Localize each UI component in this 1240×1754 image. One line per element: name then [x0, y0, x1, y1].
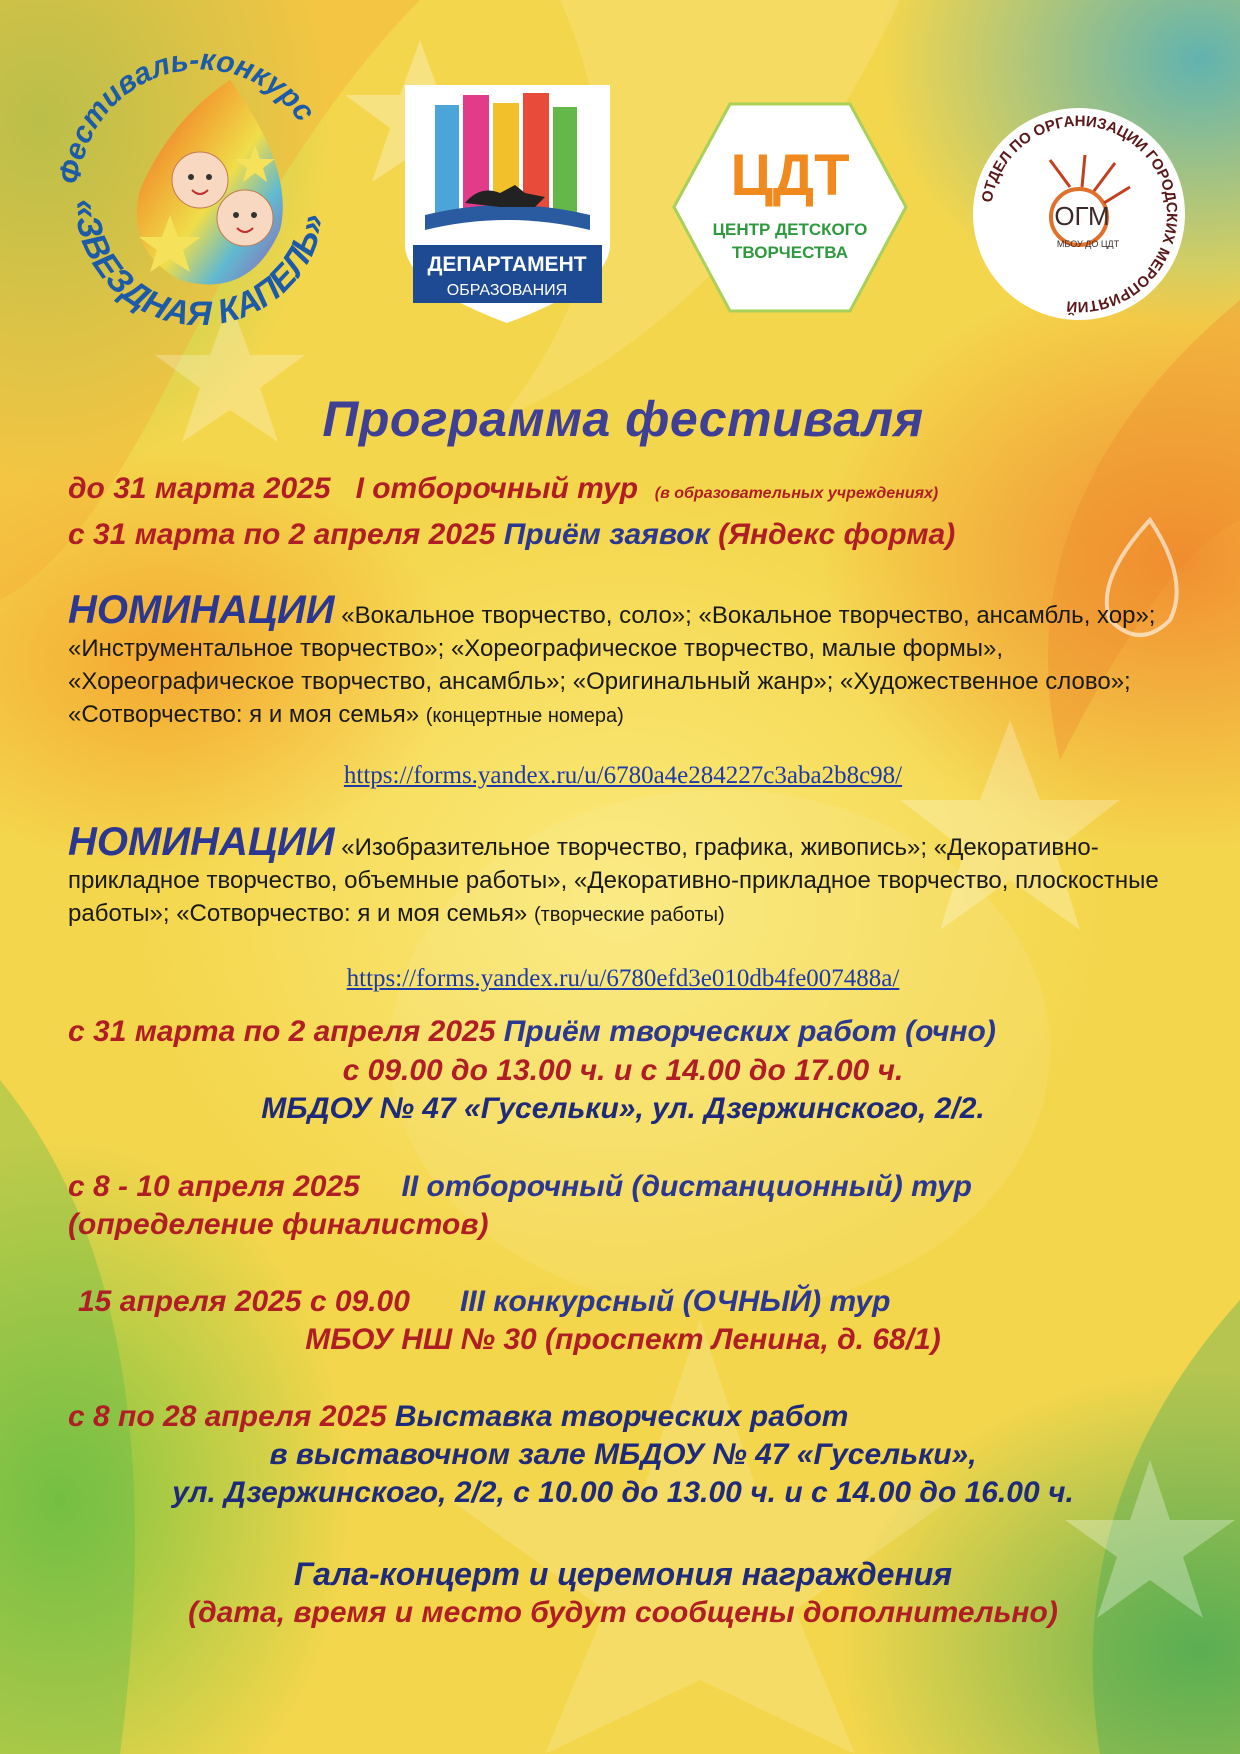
round3-place: МБОУ НШ № 30 (проспект Ленина, д. 68/1)	[305, 1323, 941, 1356]
festival-name-text: «ЗВЕЗДНАЯ КАПЕЛЬ»	[66, 197, 333, 334]
nominations-list: «Вокальное творчество, соло»; «Вокальное творчество, ансамбль, хор»; «Инструментальное творчество»; «Хореографическое творчество, малые формы», «Хореографическое творчество, ансамбль»; «Оригинальный жанр»; «Художественное слово»; «Сотворчество: я и моя семья»	[68, 602, 1156, 728]
applications-label: Приём заявок	[503, 518, 710, 551]
nominations-heading: НОМИНАЦИИ	[68, 588, 335, 632]
department-line1: ДЕПАРТАМЕНТ	[427, 253, 587, 276]
department-line2: ОБРАЗОВАНИЯ	[446, 282, 568, 299]
applications-form: (Яндекс форма)	[718, 518, 956, 551]
nominations-note: (концертные номера)	[425, 705, 624, 727]
round1-line	[68, 472, 938, 506]
gala-title: Гала-концерт и церемония награждения	[293, 1556, 953, 1592]
cdt-logo	[670, 100, 910, 315]
department-logo-image	[405, 85, 610, 323]
round2-note: (определение финалистов)	[68, 1208, 489, 1241]
cdt-mark: ЦДТ	[730, 143, 850, 208]
ogm-logo	[970, 105, 1188, 323]
exhibition-hours: ул. Дзержинского, 2/2, с 10.00 до 13.00 ч. и с 14.00 до 16.00 ч.	[172, 1476, 1074, 1509]
works-label: Приём творческих работ (очно)	[503, 1015, 996, 1048]
works-date: с 31 марта по 2 апреля 2025	[68, 1015, 496, 1048]
round1-label: I отборочный тур	[355, 472, 639, 505]
nominations-works	[68, 820, 1178, 932]
cdt-line2: ТВОРЧЕСТВА	[731, 243, 849, 262]
ogm-ring-text: ОТДЕЛ ПО ОРГАНИЗАЦИИ ГОРОДСКИХ МЕРОПРИЯТИЙ	[978, 112, 1181, 316]
cdt-line1: ЦЕНТР ДЕТСКОГО	[712, 220, 868, 239]
round1-date: до 31 марта 2025	[68, 472, 331, 505]
round2-label: II отборочный (дистанционный) тур	[401, 1170, 973, 1203]
festival-logo-image	[50, 30, 350, 340]
exhibition-label: Выставка творческих работ	[394, 1400, 849, 1433]
nominations-note: (творческие работы)	[533, 904, 725, 926]
round1-note: (в образовательных учреждениях)	[654, 485, 939, 502]
form-link-concert[interactable]: https://forms.yandex.ru/u/6780a4e284227c3aba2b8c98/	[343, 762, 903, 789]
department-logo	[405, 85, 610, 323]
round3-label: III конкурсный (ОЧНЫЙ) тур	[459, 1285, 891, 1318]
works-place: МБДОУ № 47 «Гусельки», ул. Дзержинского, 2/2.	[261, 1092, 985, 1125]
ogm-sub-text: МБОУ ДО ЦДТ	[1056, 239, 1120, 249]
exhibition-date: с 8 по 28 апреля 2025	[68, 1400, 387, 1433]
applications-date: с 31 марта по 2 апреля 2025	[68, 518, 496, 551]
works-line	[68, 1015, 996, 1049]
gala-note: (дата, время и место будут сообщены дополнительно)	[188, 1596, 1058, 1629]
round2-line	[68, 1170, 972, 1204]
applications-line	[68, 518, 955, 552]
round3-line	[78, 1285, 890, 1319]
round3-date: 15 апреля 2025 с 09.00	[78, 1285, 410, 1318]
form-link-works[interactable]: https://forms.yandex.ru/u/6780efd3e010db4fe007488a/	[346, 965, 900, 992]
round2-date: с 8 - 10 апреля 2025	[68, 1170, 360, 1203]
cdt-logo-image	[670, 100, 910, 315]
works-time: с 09.00 до 13.00 ч. и с 14.00 до 17.00 ч.	[342, 1054, 904, 1087]
nominations-concert	[68, 588, 1178, 733]
exhibition-line	[68, 1400, 848, 1434]
page-title: Программа фестиваля	[322, 391, 924, 447]
exhibition-place: в выставочном зале МБДОУ № 47 «Гусельки»,	[269, 1438, 977, 1471]
ogm-center-text: ОГМ	[1054, 201, 1110, 231]
festival-logo	[50, 30, 350, 340]
nominations-heading: НОМИНАЦИИ	[68, 820, 335, 864]
festival-arc-text: Фестиваль-конкурс	[53, 43, 322, 186]
ogm-logo-image	[970, 105, 1188, 323]
nominations-list: «Изобразительное творчество, графика, живопись»; «Декоративно-прикладное творчество, объемные работы», «Декоративно-прикладное творчество, плоскостные работы»; «Сотворчество: я и моя семья»	[68, 834, 1159, 927]
